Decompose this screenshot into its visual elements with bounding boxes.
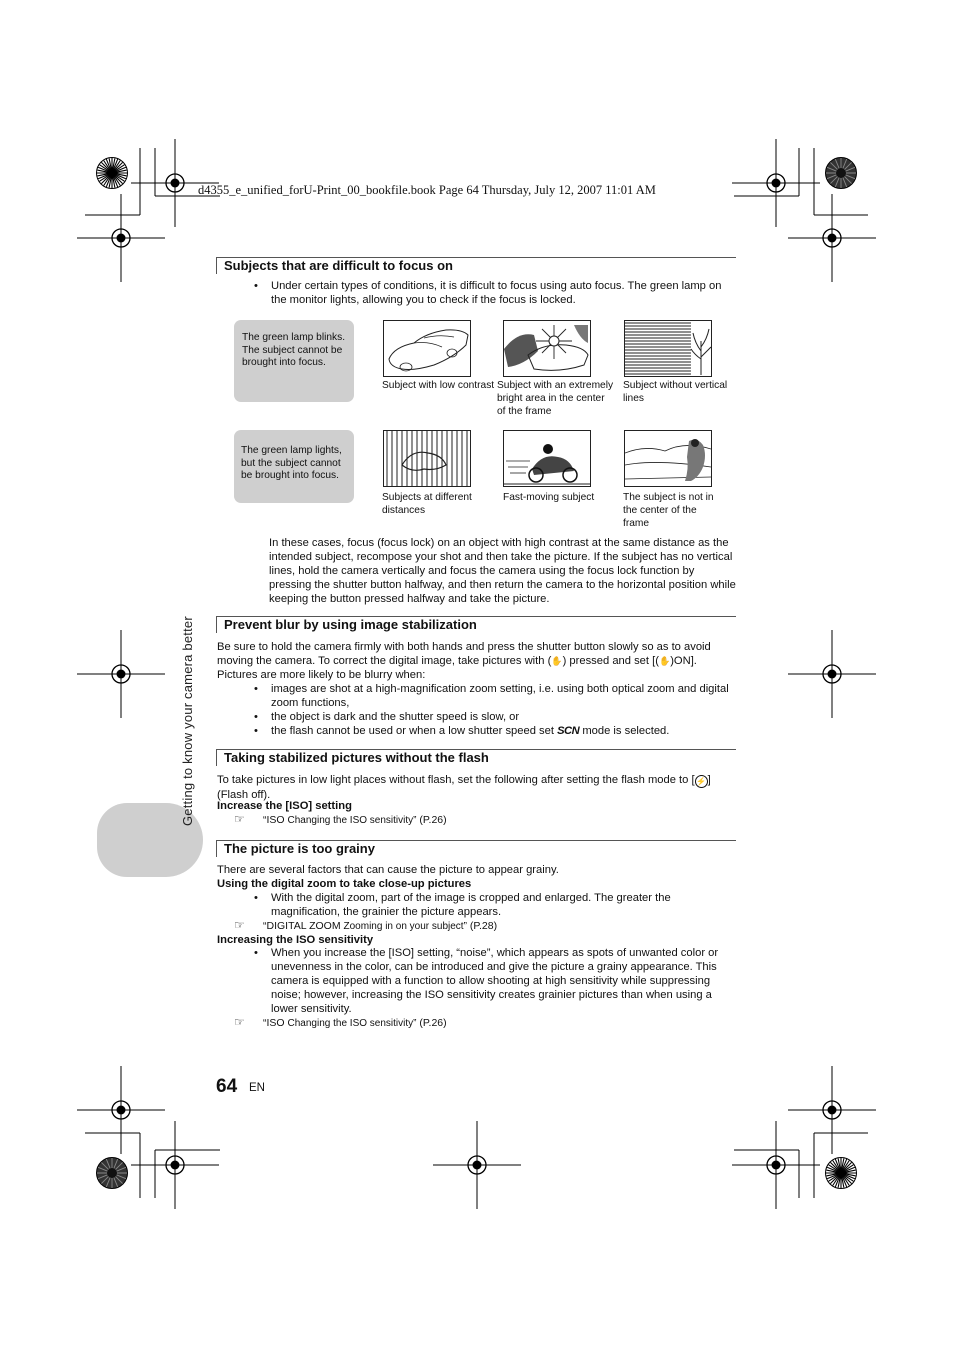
hand-shake-icon: (✋) xyxy=(547,655,567,667)
reference-icon: ☞ xyxy=(234,1015,245,1029)
iso-sensitivity-list xyxy=(254,946,736,1016)
different-distances-illustration xyxy=(383,430,471,487)
flash-off-icon: ⚡ xyxy=(696,777,707,786)
green-lamp-blinks-note: The green lamp blinks. The subject cannot be brought into focus. xyxy=(234,320,354,402)
hand-shake-icon: (✋) xyxy=(655,655,674,667)
caption-off-center: The subject is not in the center of the frame xyxy=(623,492,714,529)
focus-bullets xyxy=(254,279,736,307)
caption-different-distances: Subjects at different distances xyxy=(382,492,472,516)
digital-zoom-list xyxy=(254,891,736,919)
list-item: • the flash cannot be used or when a low shutter speed set SCN mode is selected. xyxy=(254,724,736,738)
iso-reference[interactable]: ☞ “ISO Changing the ISO sensitivity” (P.26) xyxy=(234,812,447,826)
page-number: 64 xyxy=(216,1076,238,1097)
reference-icon: ☞ xyxy=(234,812,245,826)
list-item: • With the digital zoom, part of the image is cropped and enlarged. The greater the magnification, the grainier the picture appears. xyxy=(254,891,736,919)
digital-zoom-subhead: Using the digital zoom to take close-up pictures xyxy=(217,878,472,890)
fast-moving-illustration xyxy=(503,430,591,487)
list-item: • When you increase the [ISO] setting, “noise”, which appears as spots of unwanted color or unevenness in the color, can be introduced and give the picture a grainy appearance. This camera is equipped with a function to allow shooting at high sensitivity while suppressing noise; however, increasing the ISO sensitivity creates grainier pictures than when using a lower sensitivity. xyxy=(254,946,736,1016)
stabilization-intro: Be sure to hold the camera firmly with both hands and press the shutter button slowly so as to avoid moving the camera. To correct the digital image, take pictures with (✋) pressed and set [(✋)ON]. Pictures are more likely to be blurry when: xyxy=(217,641,711,681)
list-item: • images are shot at a high-magnification zoom setting, i.e. using both optical zoom and digital zoom functions, xyxy=(254,682,736,710)
scn-mode-icon: SCN xyxy=(557,725,580,737)
caption-low-contrast: Subject with low contrast xyxy=(382,380,495,391)
iso-setting-subhead: Increase the [ISO] setting xyxy=(217,800,352,812)
section-title-grainy: The picture is too grainy xyxy=(216,841,375,857)
caption-bright-center: Subject with an extremely bright area in the center of the frame xyxy=(497,380,614,417)
iso-sensitivity-subhead: Increasing the ISO sensitivity xyxy=(217,934,374,946)
off-center-subject-illustration xyxy=(624,430,712,487)
bright-center-illustration xyxy=(503,320,591,377)
grainy-intro: There are several factors that can cause the picture to appear grainy. xyxy=(217,864,559,876)
print-header-line: d4355_e_unified_forU-Print_00_bookfile.book Page 64 Thursday, July 12, 2007 11:01 AM xyxy=(198,183,656,197)
focus-lock-paragraph: In these cases, focus (focus lock) on an object with high contrast at the same distance as the intended subject, recompose your shot and then take the picture. If the subject has no vertical lines, hold the camera vertically and focus the camera using the focus lock function by pressing the shutter button halfway, and then return the camera to the horizontal position while keeping the button pressed halfway and take the picture. xyxy=(269,537,736,605)
section-title-no-flash: Taking stabilized pictures without the flash xyxy=(216,750,489,766)
low-contrast-illustration xyxy=(383,320,471,377)
list-item: • the object is dark and the shutter speed is slow, or xyxy=(254,710,736,724)
no-vertical-lines-illustration xyxy=(624,320,712,377)
digital-zoom-reference[interactable]: ☞ “DIGITAL ZOOM Zooming in on your subject” (P.28) xyxy=(234,918,498,932)
chapter-tab-label: Getting to know your camera better xyxy=(180,616,195,826)
caption-no-vertical-lines: Subject without vertical lines xyxy=(623,380,728,404)
iso-reference-2[interactable]: ☞ “ISO Changing the ISO sensitivity” (P.26) xyxy=(234,1015,447,1029)
section-title-difficult-focus: Subjects that are difficult to focus on xyxy=(216,258,453,274)
language-code: EN xyxy=(249,1082,265,1094)
list-item: • Under certain types of conditions, it is difficult to focus using auto focus. The green lamp on the monitor lights, allowing you to check if the focus is locked. xyxy=(254,279,736,307)
no-flash-intro: To take pictures in low light places without flash, set the following after setting the flash mode to [ ⚡ ] (Flash off). xyxy=(217,774,711,801)
section-title-image-stabilization: Prevent blur by using image stabilization xyxy=(216,617,477,633)
blur-causes-list xyxy=(254,682,736,738)
green-lamp-lights-note: The green lamp lights, but the subject cannot be brought into focus. xyxy=(234,430,354,503)
caption-fast-moving: Fast-moving subject xyxy=(503,492,595,503)
reference-icon: ☞ xyxy=(234,918,245,932)
